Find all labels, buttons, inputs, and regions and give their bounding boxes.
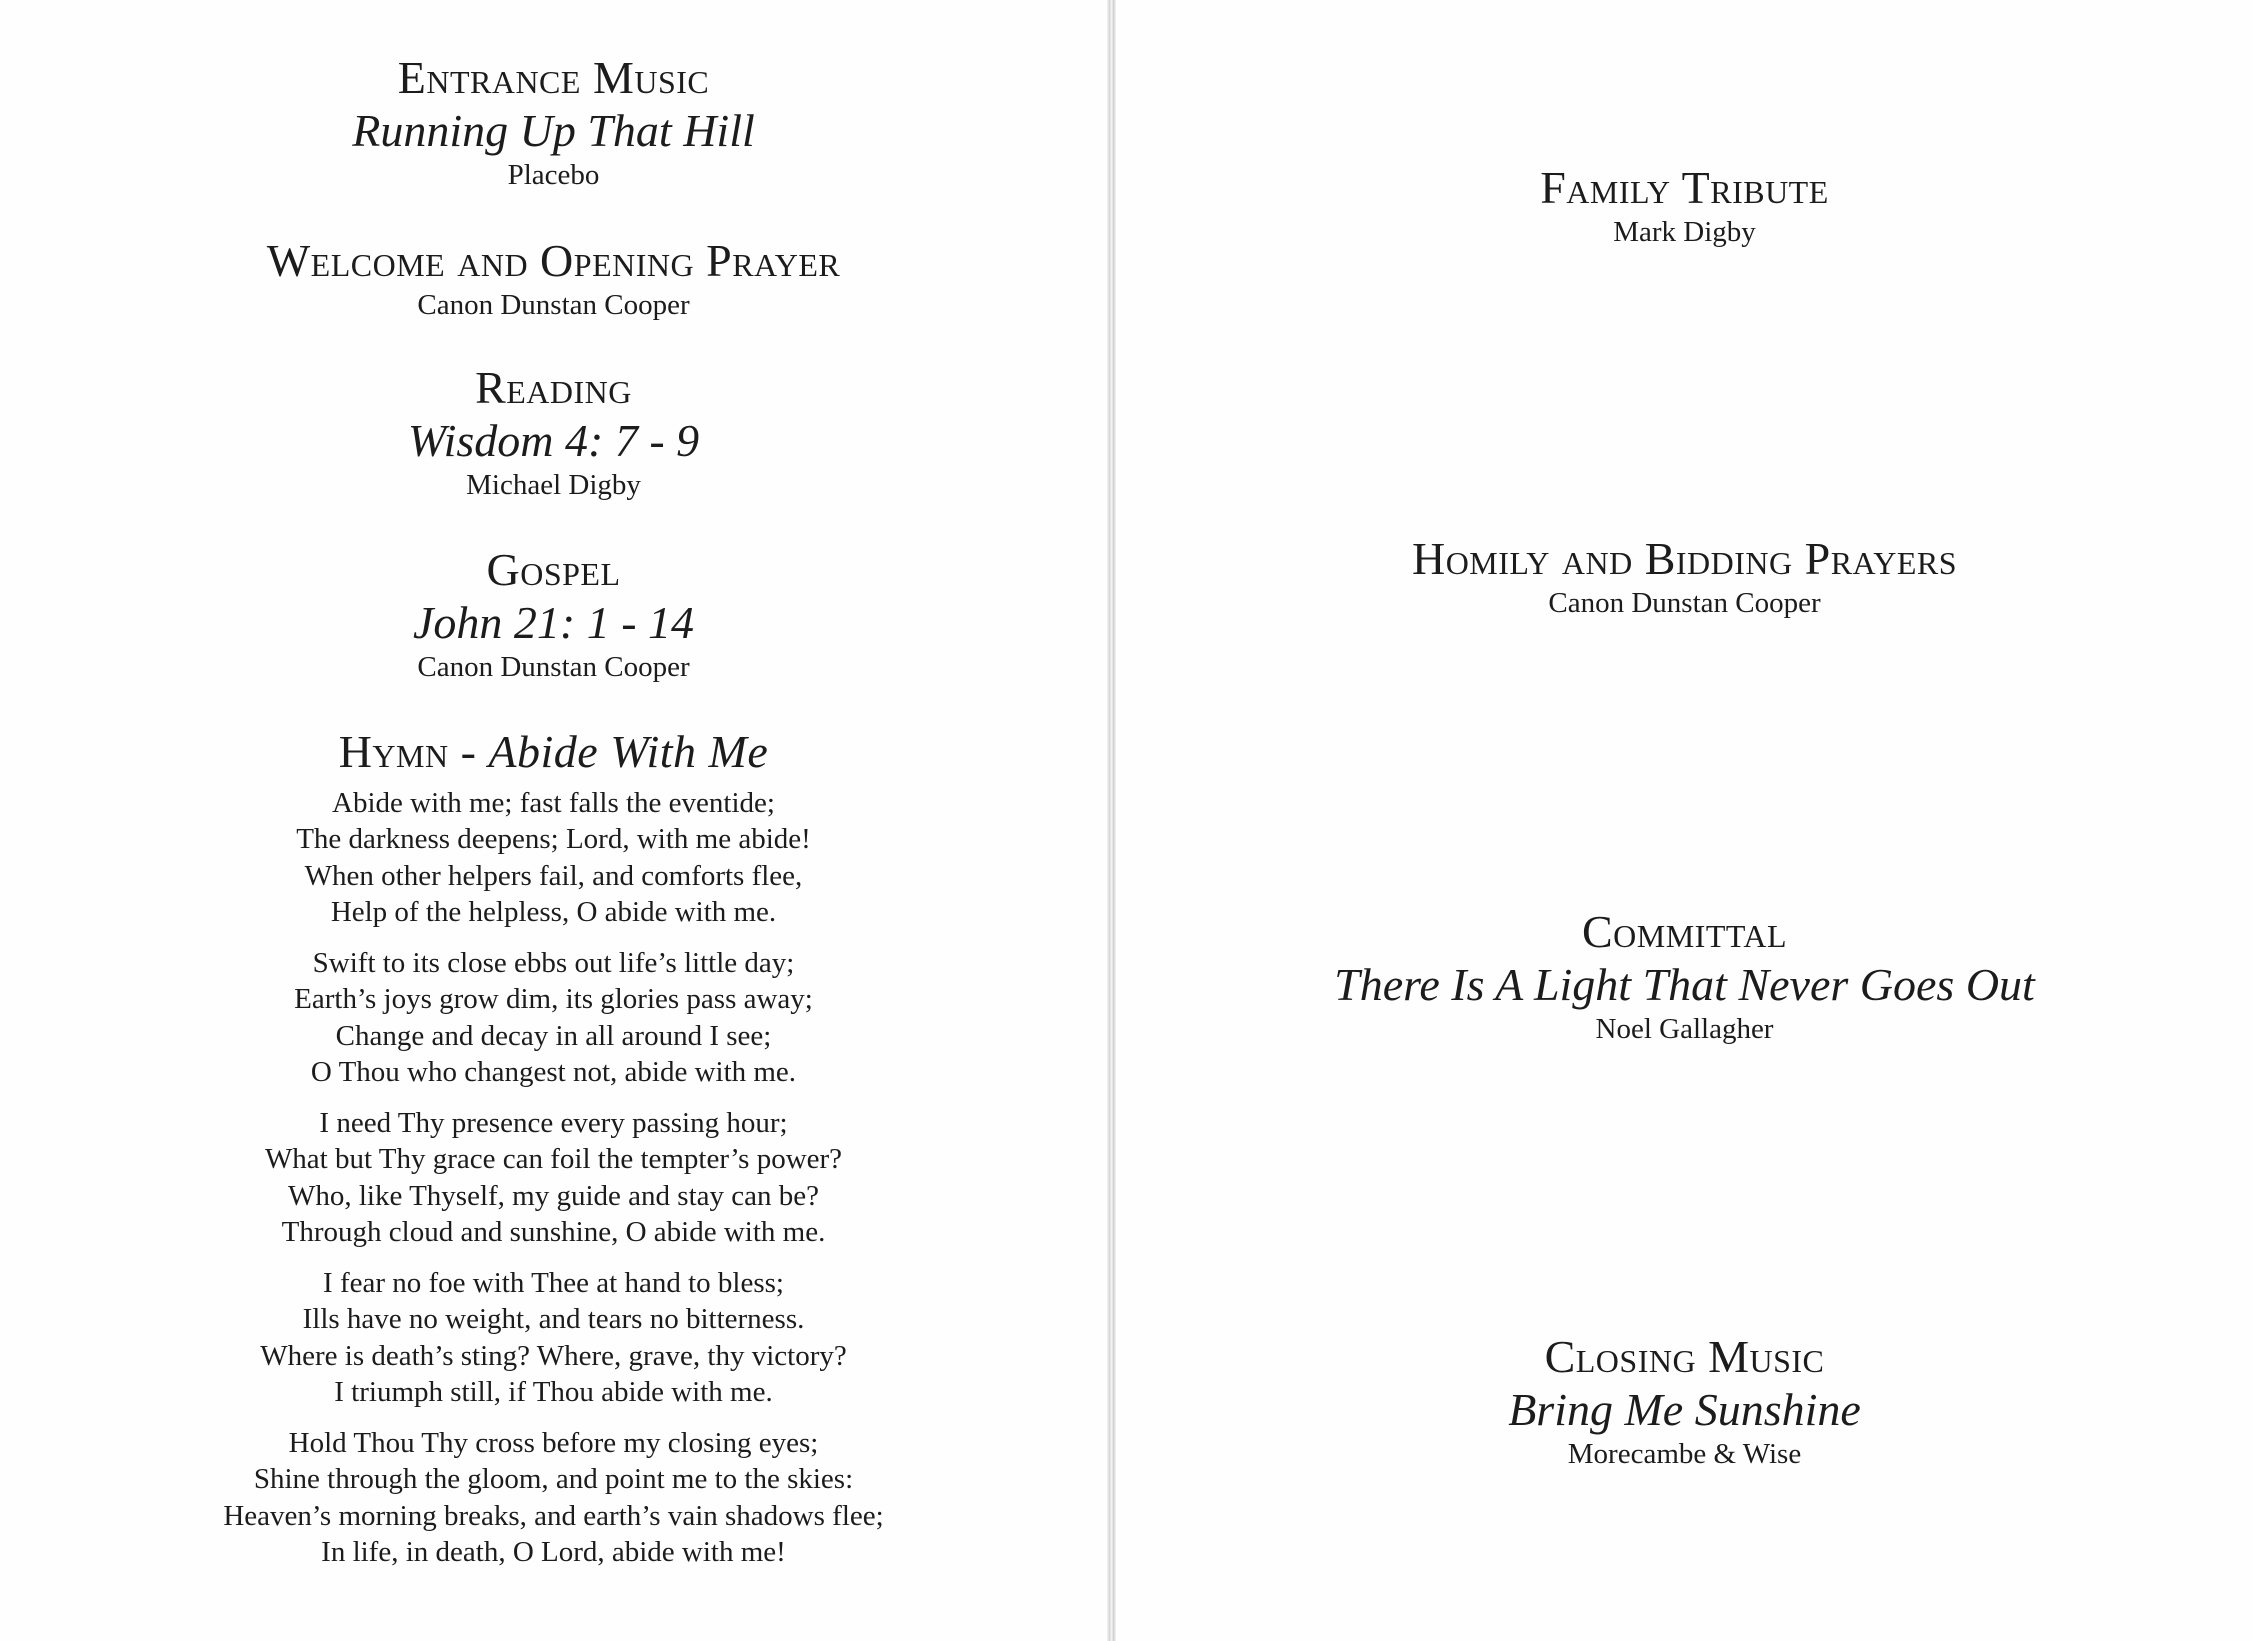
hymn-verse (0, 945, 1107, 1091)
page-fold-divider (1107, 0, 1116, 1641)
homily-section (1116, 533, 2253, 621)
hymn-section (0, 726, 1107, 1571)
verse-line: In life, in death, O Lord, abide with me! (321, 1536, 786, 1569)
welcome-section (0, 235, 1107, 323)
reading-section (0, 362, 1107, 503)
committal-section (1116, 906, 2253, 1047)
hymn-verse (0, 1265, 1107, 1411)
closing-music-heading: Closing Music (1544, 1331, 1825, 1382)
verse-line: Abide with me; fast falls the eventide; (332, 786, 775, 819)
verse-line: O Thou who changest not, abide with me. (310, 1056, 797, 1089)
verse-line: Ills have no weight, and tears no bitterness. (302, 1303, 805, 1336)
verse-line: Swift to its close ebbs out life’s little day; (312, 946, 795, 979)
homily-person: Canon Dunstan Cooper (1548, 586, 1821, 619)
verse-line: Change and decay in all around I see; (335, 1019, 772, 1052)
entrance-music-section (0, 52, 1107, 193)
verse-line: I need Thy presence every passing hour; (319, 1106, 788, 1139)
hymn-separator: - (448, 726, 489, 777)
homily-heading: Homily and Bidding Prayers (1411, 533, 1958, 584)
hymn-verse (0, 1105, 1107, 1251)
committal-performer: Noel Gallagher (1595, 1012, 1774, 1045)
closing-music-section (1116, 1331, 2253, 1472)
gospel-title: John 21: 1 - 14 (412, 596, 695, 648)
closing-music-performer: Morecambe & Wise (1567, 1437, 1802, 1470)
closing-music-title: Bring Me Sunshine (1508, 1383, 1861, 1435)
reading-title: Wisdom 4: 7 - 9 (407, 414, 700, 466)
right-page (1116, 0, 2253, 1641)
verse-line: I triumph still, if Thou abide with me. (334, 1376, 773, 1409)
verse-line: The darkness deepens; Lord, with me abide! (296, 823, 811, 856)
gospel-person: Canon Dunstan Cooper (417, 650, 690, 683)
verse-line: What but Thy grace can foil the tempter’s power? (264, 1143, 843, 1176)
entrance-music-heading: Entrance Music (397, 52, 710, 103)
committal-title: There Is A Light That Never Goes Out (1334, 958, 2035, 1010)
verse-line: I fear no foe with Thee at hand to bless; (323, 1266, 784, 1299)
welcome-heading: Welcome and Opening Prayer (266, 235, 841, 286)
verse-line: Through cloud and sunshine, O abide with me. (281, 1216, 826, 1249)
family-tribute-heading: Family Tribute (1540, 162, 1829, 213)
reading-heading: Reading (475, 362, 632, 413)
hymn-heading (0, 726, 1107, 779)
verse-line: Help of the helpless, O abide with me. (330, 896, 777, 929)
hymn-title: Abide With Me (488, 726, 769, 777)
hymn-label: Hymn (338, 726, 449, 777)
family-tribute-section (1116, 162, 2253, 250)
family-tribute-person: Mark Digby (1613, 215, 1756, 248)
hymn-verse (0, 785, 1107, 931)
verse-line: When other helpers fail, and comforts flee, (304, 859, 803, 892)
entrance-music-title: Running Up That Hill (352, 104, 755, 156)
hymn-verse (0, 1425, 1107, 1571)
left-page (0, 0, 1107, 1641)
verse-line: Who, like Thyself, my guide and stay can be? (288, 1179, 819, 1212)
gospel-section (0, 544, 1107, 685)
verse-line: Heaven’s morning breaks, and earth’s vain shadows flee; (223, 1499, 884, 1532)
verse-line: Where is death’s sting? Where, grave, thy victory? (260, 1339, 847, 1372)
verse-line: Earth’s joys grow dim, its glories pass away; (294, 983, 813, 1016)
verse-line: Hold Thou Thy cross before my closing eyes; (288, 1426, 819, 1459)
verse-line: Shine through the gloom, and point me to the skies: (253, 1463, 854, 1496)
reading-person: Michael Digby (466, 468, 641, 501)
committal-heading: Committal (1581, 906, 1788, 957)
welcome-person: Canon Dunstan Cooper (417, 288, 690, 321)
entrance-music-performer: Placebo (507, 158, 600, 191)
gospel-heading: Gospel (486, 544, 621, 595)
